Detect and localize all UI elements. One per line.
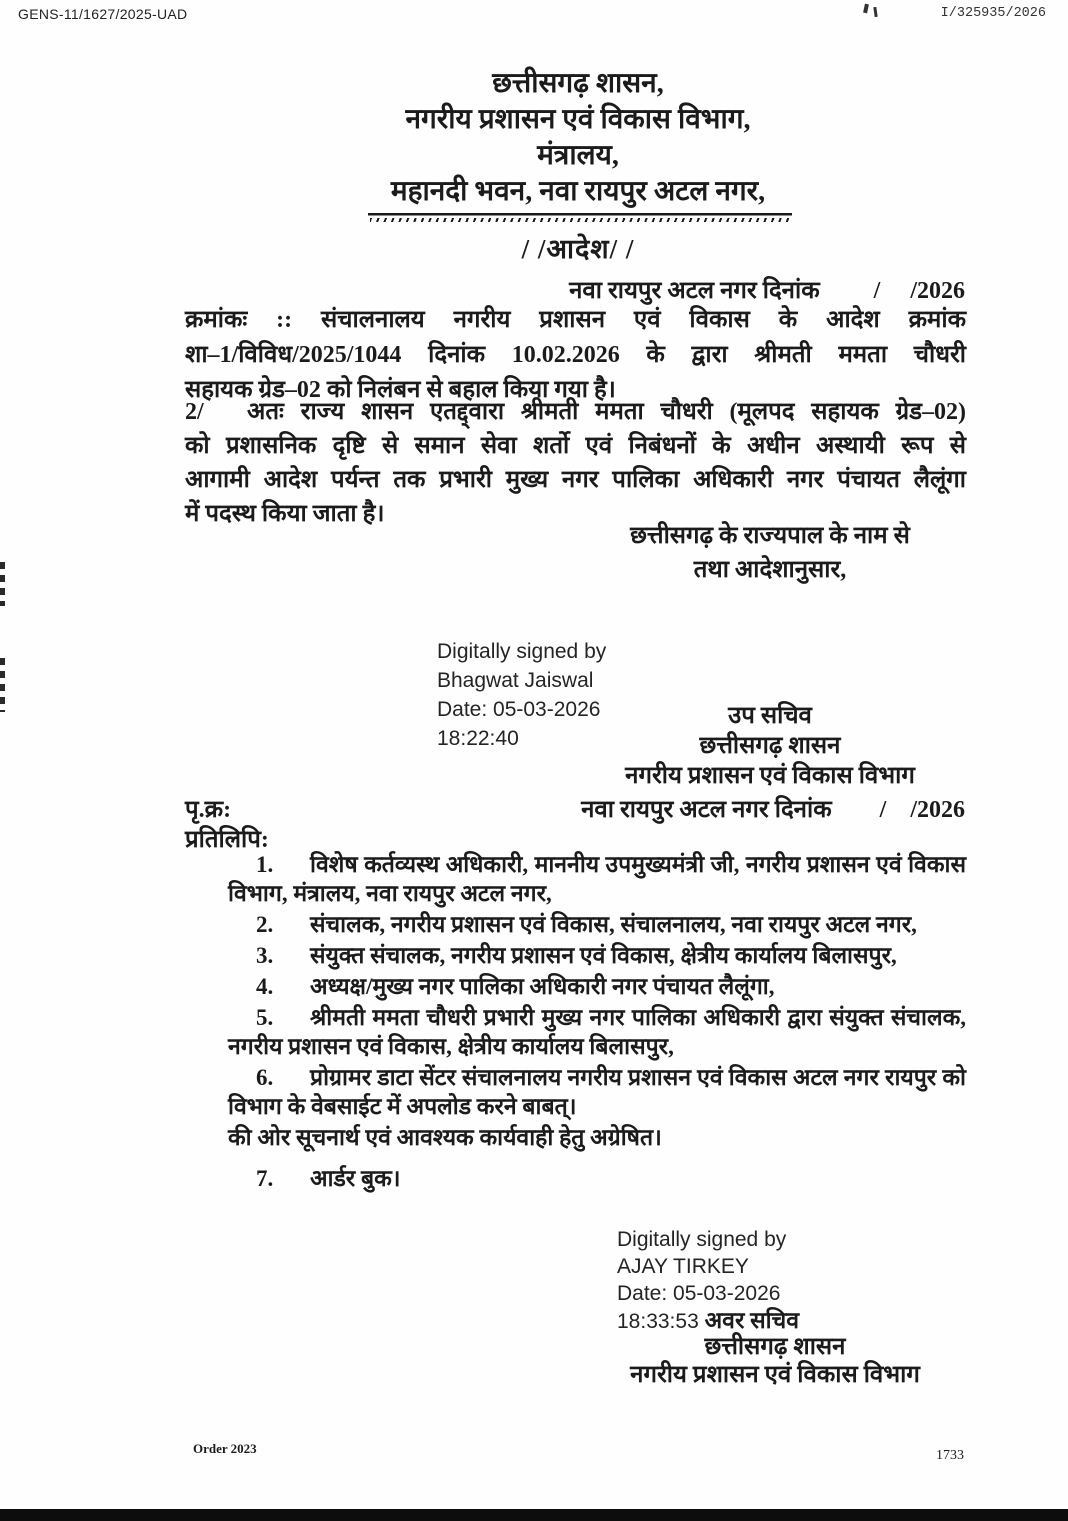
copy-item-number: 4.	[256, 974, 274, 999]
footer-order-label: Order 2023	[193, 1441, 257, 1456]
letterhead-line-ministry: मंत्रालय,	[537, 140, 619, 171]
signature-time: 18:33:53	[617, 1310, 699, 1333]
digital-signature-block-2	[617, 1226, 799, 1335]
copy-item	[228, 972, 966, 1001]
forwarding-note: की ओर सूचनार्थ एवं आवश्यक कार्यवाही हेतु अग्रेषित।	[228, 1125, 662, 1150]
officer-name-bold: श्रीमती ममता चौधरी	[520, 399, 713, 425]
scan-artifact	[0, 658, 5, 712]
signing-office-block-2	[545, 1333, 1005, 1389]
officer-name-bold: श्रीमती ममता चौधरी	[310, 1005, 477, 1030]
copy-item-text: विशेष कर्तव्यस्थ अधिकारी, माननीय उपमुख्यमंत्री जी, नगरीय प्रशासन एवं विकास विभाग, मंत्रालय, नवा रायपुर अटल नगर,	[228, 852, 966, 906]
copy-item	[228, 910, 966, 939]
signature-date: Date: 05-03-2026	[617, 1282, 781, 1305]
authority-line: छत्तीसगढ़ के राज्यपाल के नाम से	[630, 523, 910, 549]
signature-line: Digitally signed by	[617, 1228, 787, 1251]
endorsement-dateline: नवा रायपुर अटल नगर दिनांक / /2026	[581, 797, 965, 823]
letterhead-line-department: नगरीय प्रशासन एवं विकास विभाग,	[405, 104, 751, 135]
authority-block	[555, 519, 985, 587]
government-line: छत्तीसगढ़ शासन	[704, 1334, 846, 1360]
endorsement-number-label: पृ.क्र:	[185, 797, 232, 823]
copies-label: प्रतिलिपि:	[185, 827, 269, 853]
letterhead-line-address: महानदी भवन, नवा रायपुर अटल नगर,	[390, 176, 766, 207]
order-title: / /आदेश/ /	[521, 234, 635, 264]
paragraph-line: सहायक ग्रेड–02 को निलंबन से बहाल किया गया है।	[185, 377, 616, 403]
paragraph-line: शा–1/विविध/2025/1044 दिनांक 10.02.2026 के द्वारा श्रीमती ममता चौधरी	[185, 342, 966, 368]
copy-item-text: प्रभारी मुख्य नगर पालिका अधिकारी द्वारा संयुक्त संचालक, नगरीय प्रशासन एवं विकास, क्षेत्रीय कार्यालय बिलासपुर,	[228, 1005, 966, 1059]
scan-artifact	[863, 4, 869, 14]
paragraph-line: क्रमांकः :: संचालनालय नगरीय प्रशासन एवं विकास के आदेश क्रमांक	[185, 307, 966, 333]
copy-item-number: 6.	[256, 1065, 274, 1090]
paragraph-line: आगामी आदेश पर्यन्त तक प्रभारी मुख्य नगर पालिका अधिकारी नगर पंचायत लैलूंगा	[185, 467, 966, 493]
copy-item	[228, 850, 966, 908]
copy-item	[228, 1003, 966, 1061]
copy-item-text: प्रोग्रामर डाटा सेंटर संचालनालय नगरीय प्रशासन एवं विकास अटल नगर रायपुर को विभाग के वेबसाईट में अपलोड करने बाबत्।	[228, 1065, 966, 1119]
footer-page-number: 1733	[936, 1448, 964, 1463]
order-dateline: नवा रायपुर अटल नगर दिनांक / /2026	[569, 278, 965, 304]
file-reference-left: GENS-11/1627/2025-UAD	[18, 6, 188, 22]
signature-time-designation	[617, 1307, 799, 1335]
scan-artifact	[873, 7, 877, 17]
signature-date: Date: 05-03-2026	[437, 698, 601, 721]
letterhead-line-government: छत्तीसगढ़ शासन,	[492, 68, 664, 99]
authority-line: तथा आदेशानुसार,	[693, 557, 847, 583]
signatory-name: Bhagwat Jaiswal	[437, 669, 594, 692]
copy-item	[228, 1063, 966, 1121]
designation-line: अवर सचिव	[704, 1308, 800, 1333]
letterhead-divider-rule	[368, 213, 792, 222]
endorsement-dateline-row	[185, 792, 965, 825]
scan-edge-bar	[0, 1509, 1068, 1521]
copy-item-number: 2.	[256, 912, 274, 937]
copy-item-number: 3.	[256, 943, 274, 968]
letterhead	[88, 66, 1068, 210]
department-line: नगरीय प्रशासन एवं विकास विभाग	[630, 1362, 920, 1388]
paragraph-number: 2/	[185, 399, 204, 425]
signature-time: 18:22:40	[437, 727, 519, 750]
copy-item-text: संयुक्त संचालक, नगरीय प्रशासन एवं विकास, क्षेत्रीय कार्यालय बिलासपुर,	[310, 943, 897, 968]
order-paragraph-2	[185, 395, 966, 531]
copy-item-number: 5.	[256, 1005, 274, 1030]
copy-item-text: अध्यक्ष/मुख्य नगर पालिका अधिकारी नगर पंचायत लैलूंगा,	[310, 974, 775, 999]
department-line: नगरीय प्रशासन एवं विकास विभाग	[625, 763, 915, 789]
order-paragraph-1	[185, 303, 966, 408]
signing-office-block-1	[520, 701, 1020, 791]
scan-artifact	[0, 562, 5, 606]
signature-line: Digitally signed by	[437, 640, 607, 663]
copy-item	[228, 941, 966, 970]
designation-line: उप सचिव	[728, 703, 812, 729]
copy-item-text: संचालक, नगरीय प्रशासन एवं विकास, संचालनालय, नवा रायपुर अटल नगर,	[310, 912, 917, 937]
paragraph-text: अतः राज्य शासन एतद्द्वारा	[247, 399, 521, 425]
copy-item	[228, 1164, 966, 1193]
government-line: छत्तीसगढ़ शासन	[699, 733, 841, 759]
paragraph-line	[185, 395, 966, 429]
file-reference-right: I/325935/2026	[940, 6, 1046, 21]
copy-item-number: 7.	[256, 1166, 274, 1191]
copy-item-number: 1.	[256, 852, 274, 877]
paragraph-line: में पदस्थ किया जाता है।	[185, 501, 385, 527]
paragraph-text: (मूलपद सहायक ग्रेड–02)	[712, 399, 966, 425]
signatory-name: AJAY TIRKEY	[617, 1255, 749, 1278]
copy-distribution-list	[228, 850, 966, 1195]
copy-item-text: आर्डर बुक।	[310, 1166, 401, 1191]
paragraph-line: को प्रशासनिक दृष्टि से समान सेवा शर्तो एवं निबंधनों के अधीन अस्थायी रूप से	[185, 433, 966, 459]
